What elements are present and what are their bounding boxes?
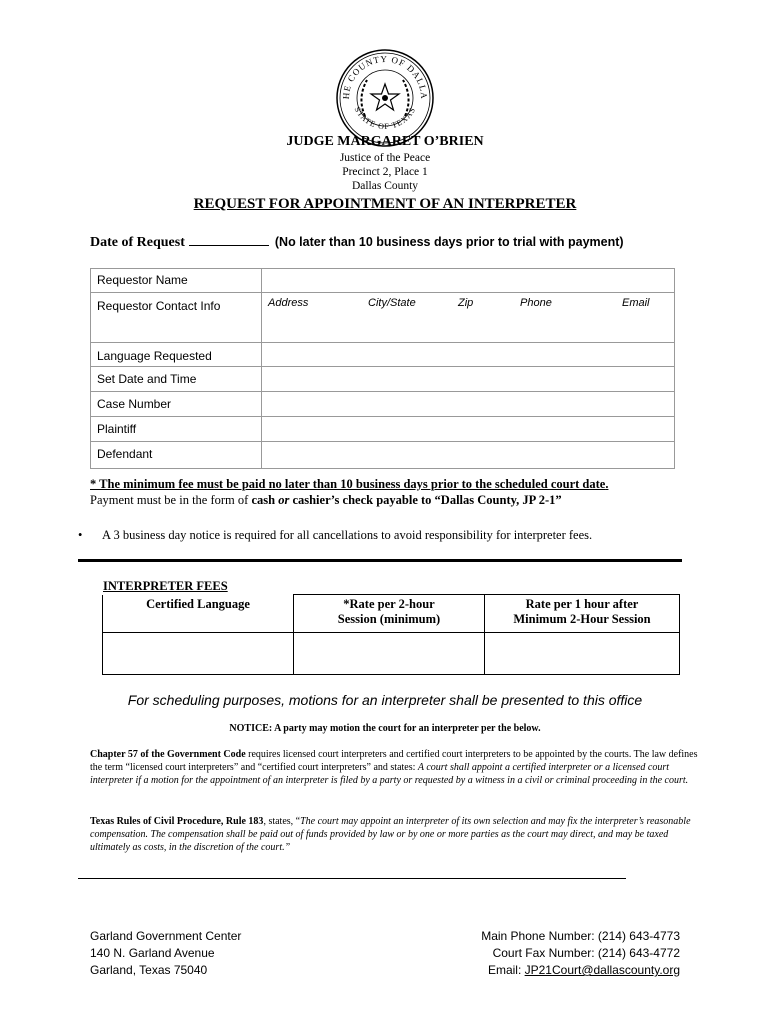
requestor-contact-label: Requestor Contact Info	[91, 293, 262, 343]
interpreter-fees-title: INTERPRETER FEES	[103, 579, 228, 593]
motion-notice: NOTICE: A party may motion the court for an interpreter per the below.	[229, 723, 541, 734]
email-line: Email: JP21Court@dallascounty.org	[487, 963, 680, 977]
court-fax: Court Fax Number: (214) 643-4772	[492, 946, 680, 960]
rate-2hour-header: *Rate per 2-hour Session (minimum)	[294, 595, 485, 633]
requestor-contact-field[interactable]	[262, 293, 675, 343]
minimum-fee-notice: * The minimum fee must be paid no later than 10 business days prior to the scheduled court date.	[90, 477, 609, 491]
set-date-time-label: Set Date and Time	[91, 367, 262, 392]
chapter-57-paragraph: Chapter 57 of the Government Code requires licensed court interpreters and certified court interpreters to be appointed by the courts. The law defines the term “licensed court interpreters” and “certified court interpreters” and states: A court shall appoint a certified interpreter or a licensed court interpreter if a motion for the appointment of an interpreter is filed by a party or requested by a witness in a civil or criminal proceeding in the court.	[90, 749, 698, 786]
office-line-2: Precinct 2, Place 1	[342, 166, 428, 178]
bullet-dot-icon: •	[78, 528, 83, 542]
set-date-time-field[interactable]	[262, 367, 675, 392]
case-number-label: Case Number	[91, 392, 262, 417]
certified-language-cell[interactable]	[103, 633, 294, 675]
defendant-label: Defendant	[91, 442, 262, 469]
svg-text:STATE OF TEXAS: STATE OF TEXAS	[352, 105, 418, 132]
svg-text:THE COUNTY OF DALLAS: HE COUNTY OF DALLA	[340, 53, 430, 100]
requestor-name-field[interactable]	[262, 269, 675, 293]
section-divider	[78, 559, 682, 562]
cancellation-bullet	[78, 528, 592, 543]
footer-address-line-2: 140 N. Garland Avenue	[90, 946, 215, 960]
requestor-name-label: Requestor Name	[91, 269, 262, 293]
judge-name: JUDGE MARGARET O’BRIEN	[286, 134, 484, 149]
email-link[interactable]: JP21Court@dallascounty.org	[524, 963, 680, 977]
footer-address	[90, 928, 241, 979]
plaintiff-label: Plaintiff	[91, 417, 262, 442]
date-of-request-note: (No later than 10 business days prior to trial with payment)	[274, 235, 624, 249]
zip-label: Zip	[458, 297, 474, 309]
rate-1hour-header: Rate per 1 hour after Minimum 2-Hour Session	[485, 595, 680, 633]
interpreter-fees-table	[102, 594, 680, 675]
plaintiff-field[interactable]	[262, 417, 675, 442]
rate-1hour-cell[interactable]	[485, 633, 680, 675]
language-requested-label: Language Requested	[91, 343, 262, 367]
language-requested-field[interactable]	[262, 343, 675, 367]
date-of-request-field[interactable]	[189, 233, 269, 246]
address-label: Address	[268, 297, 309, 309]
certified-language-header: Certified Language	[103, 595, 294, 633]
form-title: REQUEST FOR APPOINTMENT OF AN INTERPRETER	[193, 196, 577, 212]
phone-label: Phone	[520, 297, 552, 309]
requestor-table	[90, 268, 675, 469]
date-of-request-label: Date of Request	[90, 235, 185, 250]
footer-contact	[481, 928, 680, 979]
rule-183-paragraph: Texas Rules of Civil Procedure, Rule 183, states, “The court may appoint an interpreter of its own selection and may fix the interpreter’s reasonable compensation. The compensation shall be paid out of funds provided by law or by one or more parties as the court may direct, and may be taxed ultimately as costs, in the discretion of the court.”	[90, 816, 691, 853]
footer-divider	[78, 878, 626, 879]
footer-address-line-3: Garland, Texas 75040	[90, 963, 208, 977]
office-line-1: Justice of the Peace	[339, 152, 431, 164]
footer-address-line-1: Garland Government Center	[90, 929, 242, 943]
case-number-field[interactable]	[262, 392, 675, 417]
defendant-field[interactable]	[262, 442, 675, 469]
main-phone: Main Phone Number: (214) 643-4773	[481, 929, 680, 943]
rate-2hour-cell[interactable]	[294, 633, 485, 675]
dallas-county-seal	[335, 48, 435, 148]
city-state-label: City/State	[368, 297, 416, 309]
office-line-3: Dallas County	[351, 180, 419, 192]
cancellation-text: A 3 business day notice is required for all cancellations to avoid responsibility for interpreter fees.	[102, 528, 593, 542]
email-label: Email	[622, 297, 650, 309]
date-of-request-row	[90, 233, 624, 251]
payment-form-notice: Payment must be in the form of cash or cashier’s check payable to “Dallas County, JP 2-1”	[90, 493, 562, 507]
scheduling-note: For scheduling purposes, motions for an interpreter shall be presented to this office	[127, 692, 643, 708]
